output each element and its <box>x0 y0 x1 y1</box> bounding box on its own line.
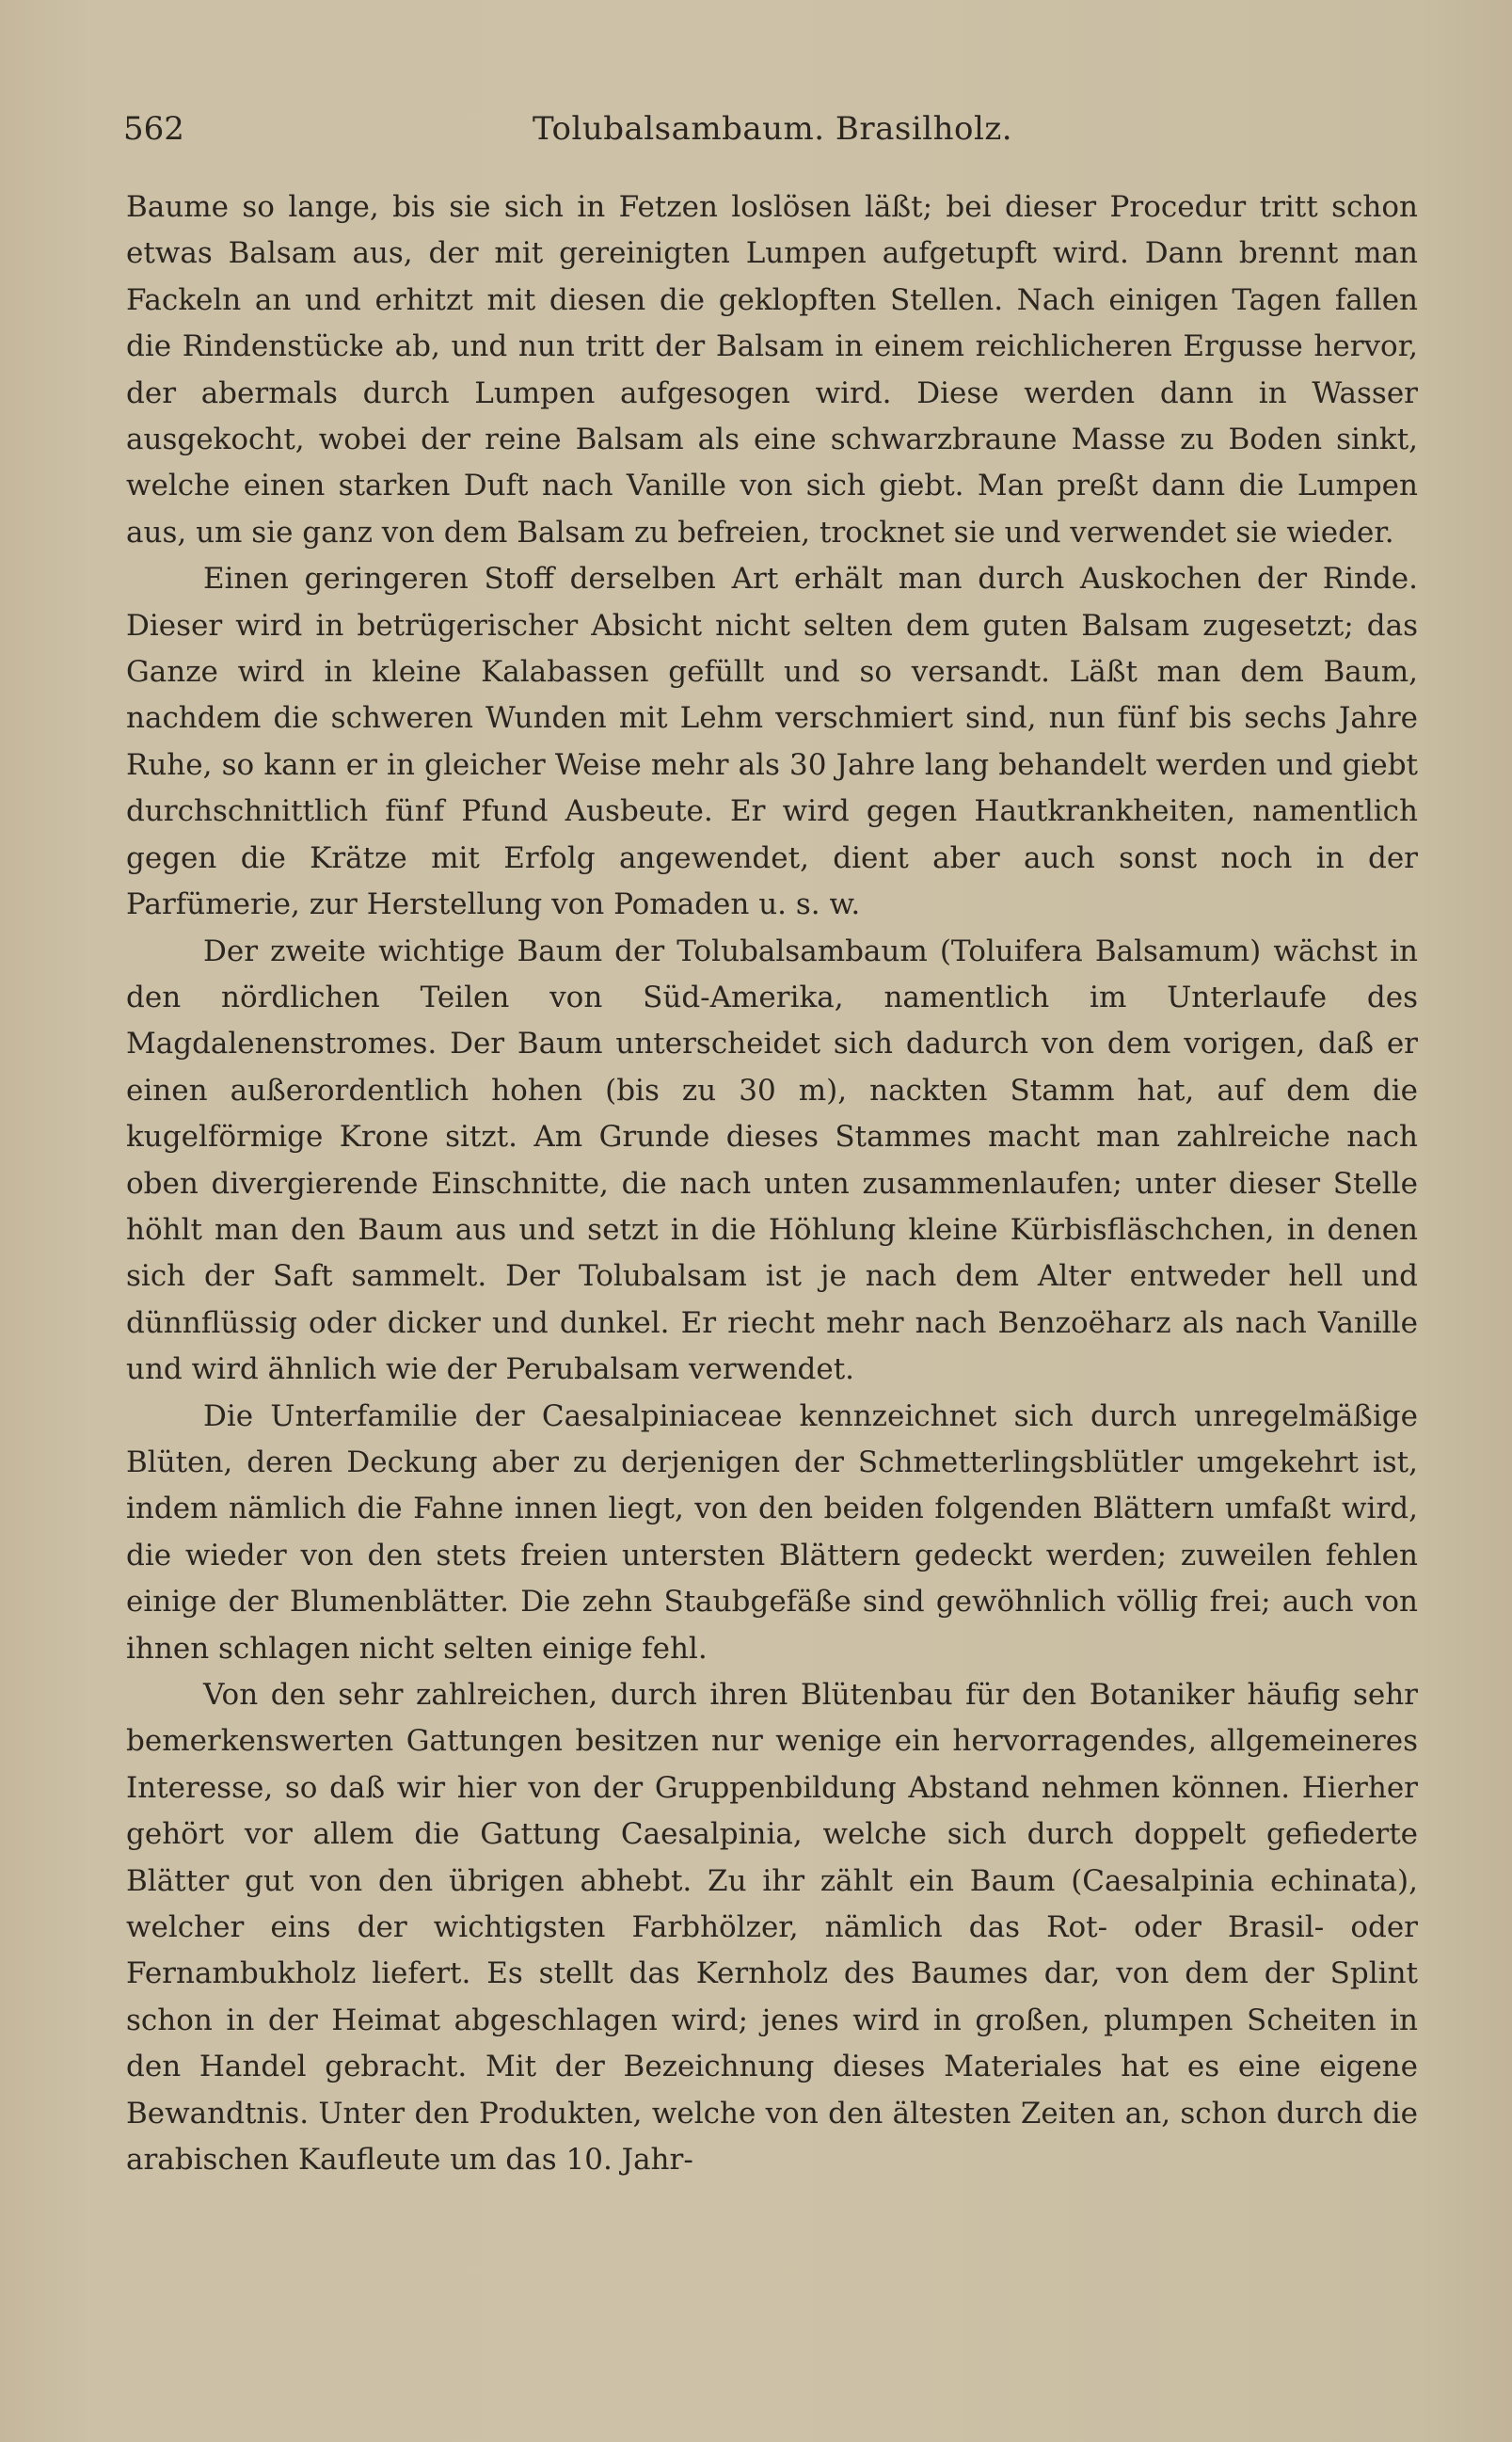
page-number: 562 <box>123 110 184 148</box>
body-text <box>126 184 1418 2183</box>
paragraph-balsam-harvest: Baume so lange, bis sie sich in Fetzen loslösen läßt; bei dieser Procedur tritt schon etwas Balsam aus, der mit gereinigten Lumpen aufgetupft wird. Dann brennt man Fackeln an und erhitzt mit diesen die geklopften Stellen. Nach einigen Tagen fallen die Rindenstücke ab, und nun tritt der Balsam in einem reichlicheren Ergusse hervor, der abermals durch Lumpen aufgesogen wird. Diese werden dann in Wasser ausgekocht, wobei der reine Balsam als eine schwarzbraune Masse zu Boden sinkt, welche einen starken Duft nach Vanille von sich giebt. Man preßt dann die Lumpen aus, um sie ganz von dem Balsam zu befreien, trocknet sie und verwendet sie wieder. <box>126 190 1418 550</box>
paragraph-inferior-balsam: Einen geringeren Stoff derselben Art erhält man durch Auskochen der Rinde. Dieser wird in betrügerischer Absicht nicht selten dem guten Balsam zugesetzt; das Ganze wird in kleine Kalabassen gefüllt und so versandt. Läßt man dem Baum, nachdem die schweren Wunden mit Lehm verschmiert sind, nun fünf bis sechs Jahre Ruhe, so kann er in gleicher Weise mehr als 30 Jahre lang behandelt werden und giebt durchschnittlich fünf Pfund Ausbeute. Er wird gegen Hautkrankheiten, namentlich gegen die Krätze mit Erfolg angewendet, dient aber auch sonst noch in der Parfümerie, zur Herstellung von Pomaden u. s. w. <box>126 562 1418 922</box>
running-title: Tolubalsambaum. Brasilholz. <box>532 110 1013 148</box>
paragraph-caesalpiniaceae: Die Unterfamilie der Caesalpiniaceae kennzeichnet sich durch unregelmäßige Blüten, deren Deckung aber zu derjenigen der Schmetterlingsblütler umgekehrt ist, indem nämlich die Fahne innen liegt, von den beiden folgenden Blättern umfaßt wird, die wieder von den stets freien untersten Blättern gedeckt werden; zuweilen fehlen einige der Blumenblätter. Die zehn Staubgefäße sind gewöhnlich völlig frei; auch von ihnen schlagen nicht selten einige fehl. <box>126 1398 1418 1666</box>
page-header <box>123 105 1422 152</box>
paragraph-caesalpinia-brasilholz: Von den sehr zahlreichen, durch ihren Blütenbau für den Botaniker häufig sehr bemerkenswerten Gattungen besitzen nur wenige ein hervorragendes, allgemeineres Interesse, so daß wir hier von der Gruppenbildung Abstand nehmen können. Hierher gehört vor allem die Gattung Caesalpinia, welche sich durch doppelt gefiederte Blätter gut von den übrigen abhebt. Zu ihr zählt ein Baum (Caesalpinia echinata), welcher eins der wichtigsten Farbhölzer, nämlich das Rot- oder Brasil- oder Fernambukholz liefert. Es stellt das Kernholz des Baumes dar, von dem der Splint schon in der Heimat abgeschlagen wird; jenes wird in großen, plumpen Scheiten in den Handel gebracht. Mit der Bezeichnung dieses Materiales hat es eine eigene Bewandtnis. Unter den Produkten, welche von den ältesten Zeiten an, schon durch die arabischen Kaufleute um das 10. Jahr- <box>126 1678 1418 2178</box>
paragraph-tolubalsambaum: Der zweite wichtige Baum der Tolubalsambaum (Toluifera Balsamum) wächst in den nördlichen Teilen von Süd-Amerika, namentlich im Unterlaufe des Magdalenenstromes. Der Baum unterscheidet sich dadurch von dem vorigen, daß er einen außerordentlich hohen (bis zu 30 m), nackten Stamm hat, auf dem die kugelförmige Krone sitzt. Am Grunde dieses Stammes macht man zahlreiche nach oben divergierende Einschnitte, die nach unten zusammenlaufen; unter dieser Stelle höhlt man den Baum aus und setzt in die Höhlung kleine Kürbisfläschchen, in denen sich der Saft sammelt. Der Tolubalsam ist je nach dem Alter entweder hell und dünnflüssig oder dicker und dunkel. Er riecht mehr nach Benzoëharz als nach Vanille und wird ähnlich wie der Perubalsam verwendet. <box>126 934 1418 1387</box>
